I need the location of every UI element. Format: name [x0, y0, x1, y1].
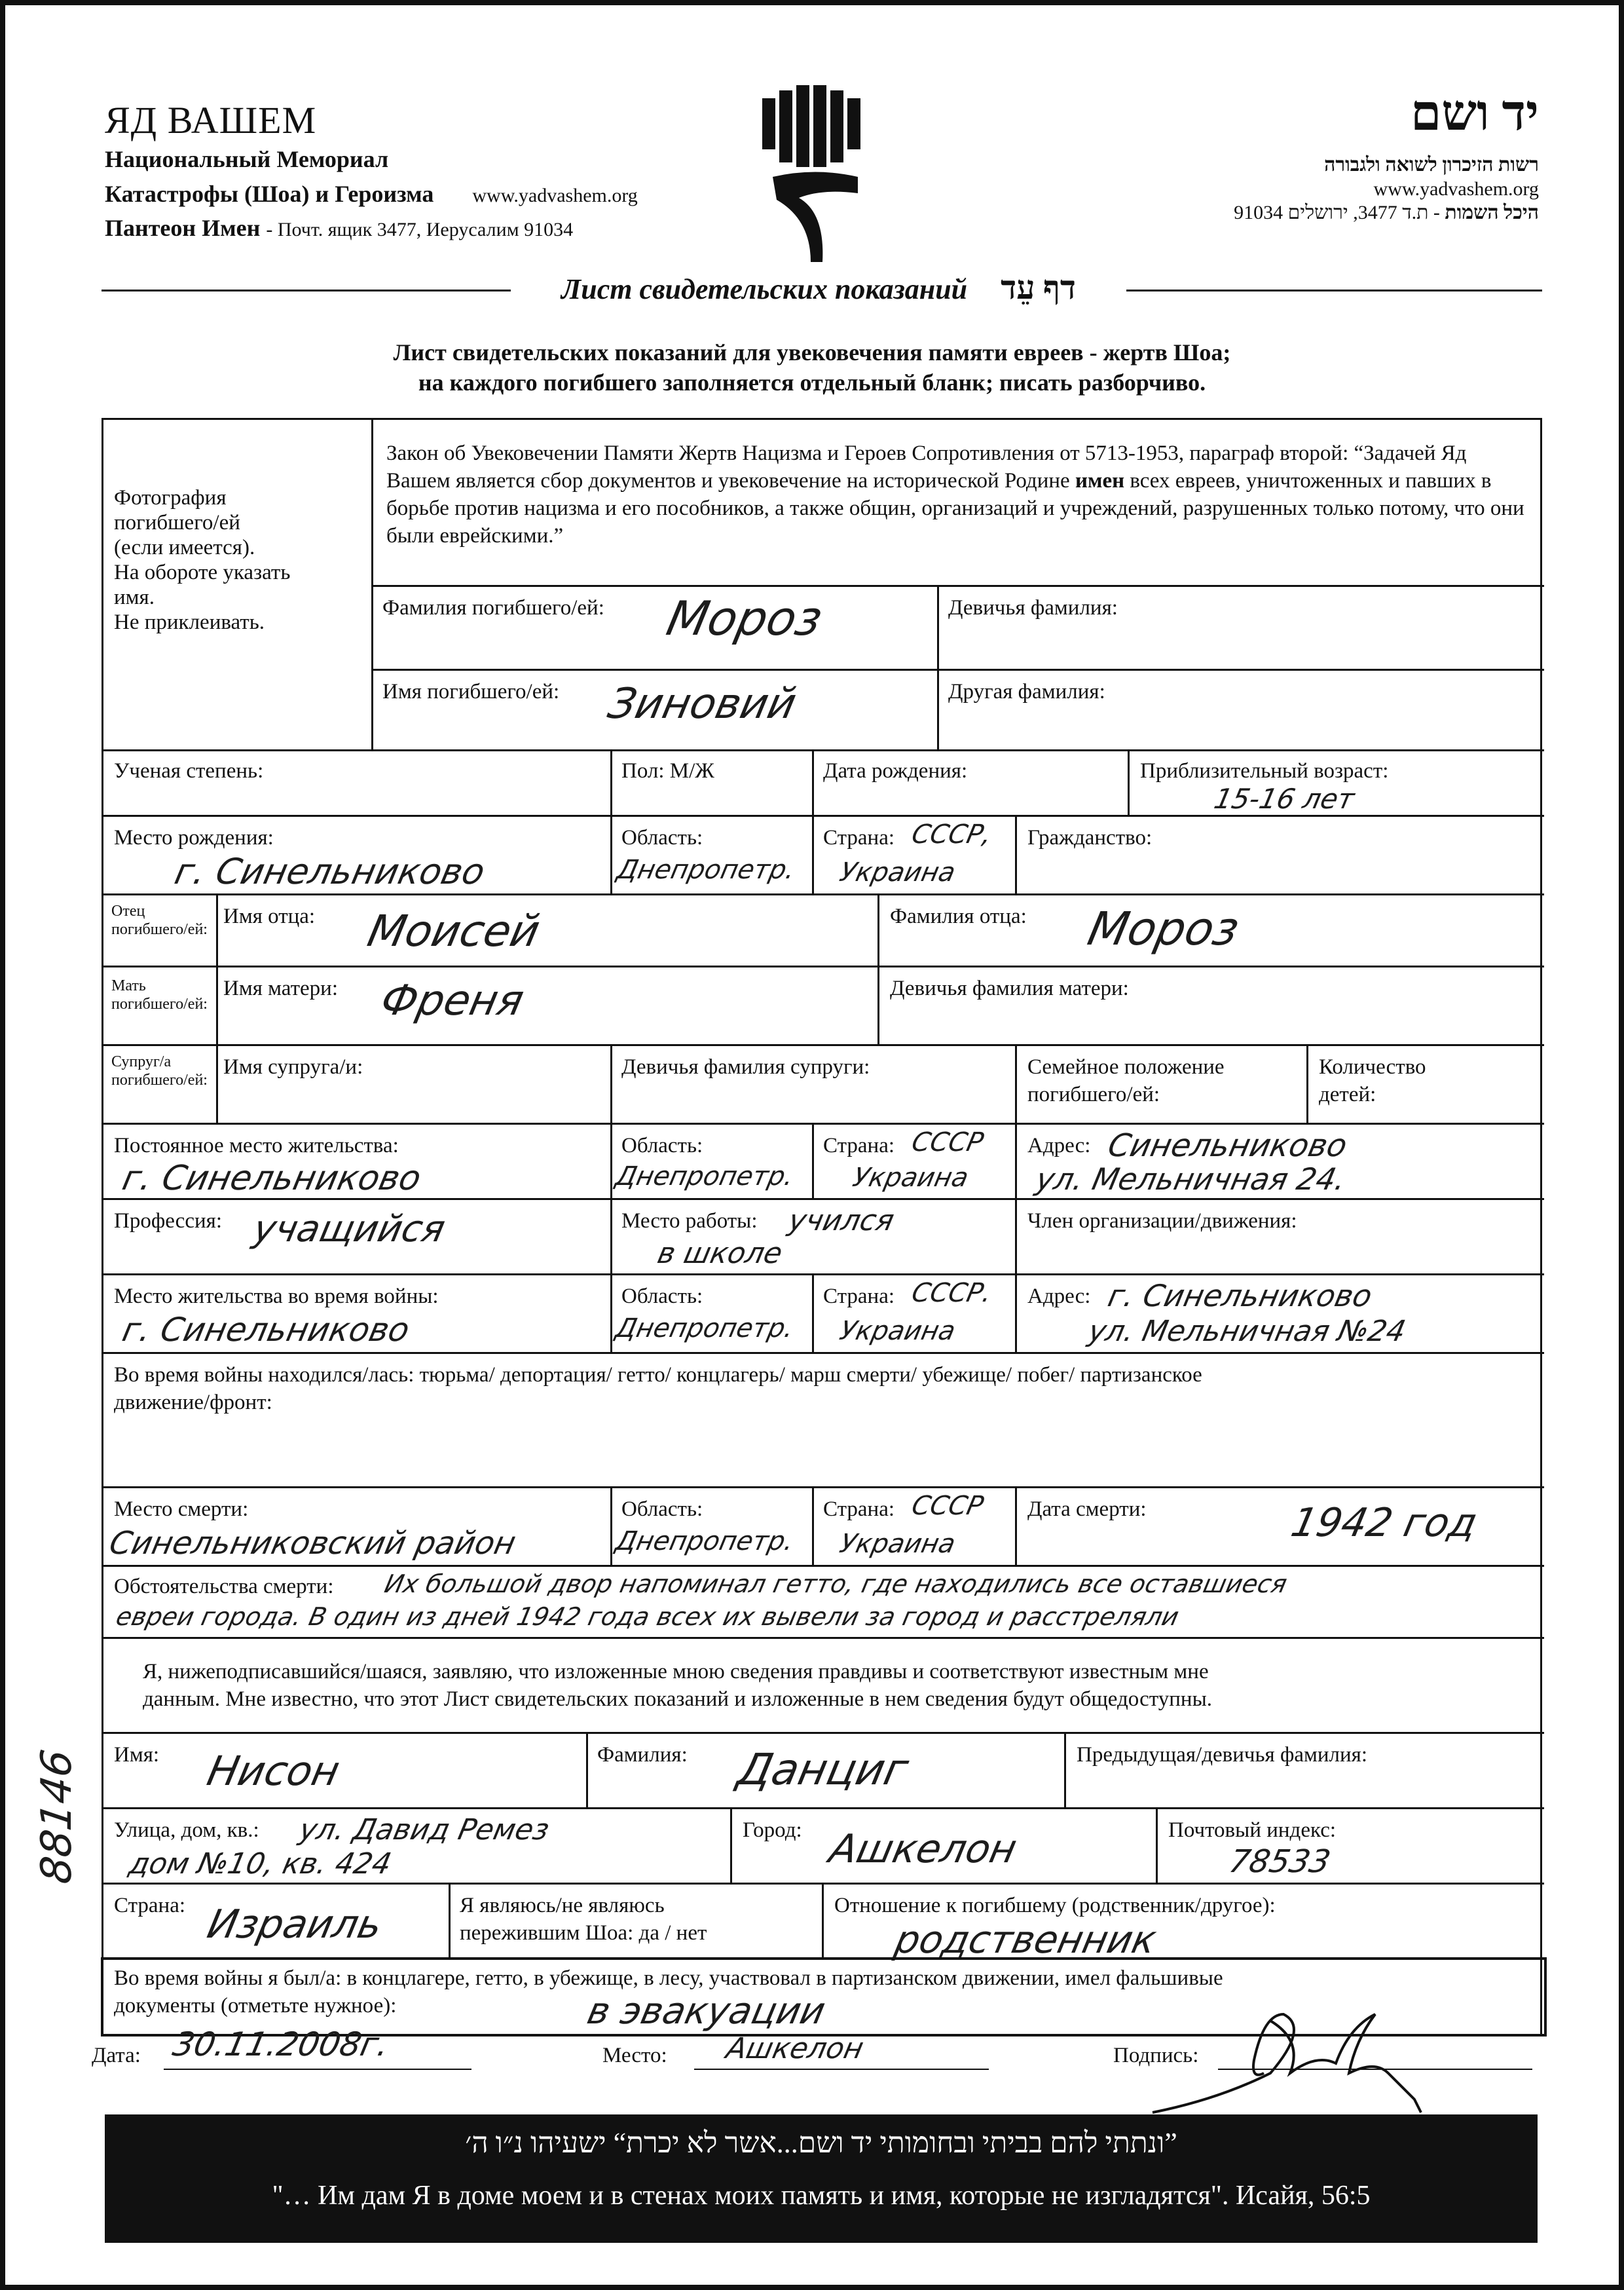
workplace-label: Место работы: — [621, 1209, 758, 1233]
spouse-name-field[interactable] — [218, 1046, 612, 1125]
other-surname-label: Другая фамилия: — [948, 680, 1105, 704]
birth-place-field[interactable] — [103, 817, 612, 895]
survivor-label-1: Я являюсь/не являюсь — [460, 1894, 665, 1917]
during-war-field[interactable] — [103, 1354, 1544, 1488]
street-field[interactable] — [103, 1809, 732, 1885]
circumstances-value-2: евреи города. В один из дней 1942 года всех их вывели за город и расстреляли — [113, 1602, 1182, 1631]
testimony-form — [101, 418, 1542, 2036]
residence-country-label: Страна: — [823, 1134, 895, 1157]
submitter-prev-surname-field[interactable] — [1066, 1734, 1544, 1809]
degree-field[interactable] — [103, 751, 612, 817]
city-label: Город: — [743, 1818, 802, 1842]
law-text-a: Закон об Увековечении Памяти Жертв Нацизма и Героев Сопротивления от 5713-1953, параграф второй: “Задачей Яд Вашем является сбор документов и увековечение на исторической Родине — [386, 441, 1467, 493]
death-country-value-1: СССР — [909, 1491, 986, 1521]
death-place-label: Место смерти: — [114, 1497, 249, 1521]
approx-age-field[interactable] — [1130, 751, 1544, 817]
surname-value: Мороз — [662, 591, 828, 646]
place-value: Ашкелон — [723, 2032, 867, 2065]
organization-field[interactable] — [1017, 1200, 1544, 1275]
war-country-field[interactable] — [814, 1275, 1017, 1354]
submitter-prev-surname-label: Предыдущая/девичья фамилия: — [1077, 1743, 1368, 1767]
submitter-surname-value: Данциг — [733, 1744, 913, 1795]
death-date-field[interactable] — [1017, 1488, 1544, 1567]
mother-side-label-box — [103, 967, 218, 1046]
death-country-label: Страна: — [823, 1497, 895, 1521]
father-name-field[interactable] — [218, 895, 879, 967]
war-residence-label: Место жительства во время войны: — [114, 1285, 439, 1308]
header-ru-line3 — [105, 214, 573, 242]
workplace-value-2: в школе — [654, 1237, 786, 1270]
citizenship-label: Гражданство: — [1027, 826, 1153, 850]
circumstances-label: Обстоятельства смерти: — [114, 1575, 334, 1598]
death-region-field[interactable] — [612, 1488, 814, 1567]
header-he-url[interactable]: www.yadvashem.org — [1373, 178, 1539, 200]
residence-country-field[interactable] — [814, 1125, 1017, 1200]
residence-address-value-2: ул. Мельничная 24. — [1033, 1161, 1349, 1197]
signature-icon — [1139, 2001, 1480, 2119]
footer-ru-quote: "… Им дам Я в доме моем и в стенах моих память и имя, которые не изгладятся". Исайя, 56:5 — [272, 2181, 1371, 2211]
zip-field[interactable] — [1158, 1809, 1544, 1885]
death-country-field[interactable] — [814, 1488, 1017, 1567]
residence-country-value-1: СССР — [909, 1127, 986, 1157]
zip-value: 78533 — [1226, 1843, 1334, 1880]
header-he-line3-rest: - ת.ד 3477, ירושלים 91034 — [1234, 202, 1445, 223]
submitter-name-label: Имя: — [114, 1743, 160, 1767]
declaration-line1: Я, нижеподписавшийся/шаяся, заявляю, что изложенные мною сведения правдивы и соответствуют известным мне — [143, 1660, 1209, 1683]
marital-status-field[interactable] — [1017, 1046, 1308, 1125]
photo-label — [114, 485, 290, 635]
survivor-field[interactable] — [451, 1885, 824, 1960]
death-region-label: Область: — [621, 1497, 703, 1521]
date-line — [164, 2069, 471, 2070]
war-address-value-1: г. Синельниково — [1105, 1278, 1376, 1313]
footer-he-quote: ”ונתתי להם בביתי ובחומותי יד ושם...אשר לא יכרת“ ישעיהו נ״ו ה׳ — [465, 2127, 1177, 2159]
organization-label: Член организации/движения: — [1027, 1209, 1297, 1233]
father-name-label: Имя отца: — [223, 905, 316, 928]
war-residence-value: г. Синельниково — [119, 1311, 413, 1349]
residence-address-value-1: Синельниково — [1105, 1127, 1351, 1164]
profession-label: Профессия: — [114, 1209, 222, 1233]
street-value-2: дом №10, кв. 424 — [126, 1847, 395, 1881]
children-label-1: Количество — [1319, 1055, 1426, 1079]
yad-vashem-logo-icon — [760, 85, 871, 262]
birth-country-value-1: СССР, — [909, 819, 995, 850]
relation-label: Отношение к погибшему (родственник/другое): — [834, 1894, 1276, 1917]
father-surname-field[interactable] — [879, 895, 1544, 967]
war-country-value-2: Украина — [837, 1316, 958, 1346]
war-address-value-2: ул. Мельничная №24 — [1085, 1315, 1409, 1348]
war-region-value: Днепропетр. — [613, 1313, 797, 1343]
header-ru-title: ЯД ВАШЕМ — [105, 99, 317, 141]
circumstances-field[interactable] — [103, 1567, 1544, 1639]
war-country-label: Страна: — [823, 1285, 895, 1308]
header-ru-address: - Почт. ящик 3477, Иерусалим 91034 — [266, 219, 574, 240]
approx-age-value: 15-16 лет — [1211, 783, 1357, 815]
father-surname-value: Мороз — [1083, 902, 1244, 956]
city-value: Ашкелон — [825, 1826, 1021, 1872]
city-field[interactable] — [732, 1809, 1158, 1885]
mother-maiden-field[interactable] — [879, 967, 1544, 1046]
place-line — [694, 2069, 989, 2070]
header-he-line3 — [1234, 202, 1539, 224]
residence-field[interactable] — [103, 1125, 612, 1200]
residence-region-value: Днепропетр. — [613, 1161, 797, 1192]
sheet-title-he: דף עֵד — [1001, 269, 1076, 306]
birth-country-label: Страна: — [823, 826, 895, 850]
birth-region-value: Днепропетр. — [614, 855, 798, 885]
header-ru-line2-text: Катастрофы (Шоа) и Героизма — [105, 181, 434, 207]
first-name-field[interactable] — [373, 671, 939, 751]
surname-label: Фамилия погибшего/ей: — [382, 596, 604, 620]
first-name-label: Имя погибшего/ей: — [382, 680, 560, 704]
date-label: Дата: — [92, 2044, 141, 2067]
submitter-name-field[interactable] — [103, 1734, 588, 1809]
intro-line1: Лист свидетельских показаний для увековечения памяти евреев - жертв Шоа; — [393, 339, 1231, 366]
mother-name-label: Имя матери: — [223, 977, 338, 1000]
header-he-title: יד ושם — [1410, 86, 1539, 141]
spouse-side-label: Супруг/а погибшего/ей: — [111, 1053, 208, 1089]
death-region-value: Днепропетр. — [613, 1526, 797, 1556]
father-name-value: Моисей — [363, 906, 545, 956]
declaration-box — [103, 1639, 1544, 1734]
submitter-surname-label: Фамилия: — [597, 1743, 688, 1767]
death-country-value-2: Украина — [837, 1529, 958, 1559]
profession-value: учащийся — [249, 1208, 449, 1250]
war-region-field[interactable] — [612, 1275, 814, 1354]
street-value-1: ул. Давид Ремез — [296, 1813, 553, 1847]
war-address-field[interactable] — [1017, 1275, 1544, 1354]
photo-label-line: На обороте указать — [114, 561, 291, 584]
spouse-side-label-box — [103, 1046, 218, 1125]
photo-label-line: (если имеется). — [114, 536, 255, 559]
war-residence-field[interactable] — [103, 1275, 612, 1354]
photo-box[interactable] — [103, 420, 373, 751]
marital-label-2: погибшего/ей: — [1027, 1083, 1160, 1106]
law-text-b: всех евреев, уничтоженных и павших в борьбе против нацизма и его пособников, а также общин, организаций и учреждений, разрушенных только потому, что они были еврейскими.” — [386, 469, 1524, 548]
citizenship-field[interactable] — [1017, 817, 1544, 895]
submitter-surname-field[interactable] — [588, 1734, 1066, 1809]
maiden-name-label: Девичья фамилия: — [948, 596, 1118, 620]
residence-region-field[interactable] — [612, 1125, 814, 1200]
street-label: Улица, дом, кв.: — [114, 1818, 259, 1842]
birth-region-field[interactable] — [612, 817, 814, 895]
maiden-name-field[interactable] — [939, 587, 1544, 671]
residence-label: Постоянное место жительства: — [114, 1134, 399, 1157]
photo-label-line: Фотография — [114, 486, 227, 510]
father-side-label-box — [103, 895, 218, 967]
workplace-field[interactable] — [612, 1200, 1017, 1275]
submitter-country-label: Страна: — [114, 1894, 186, 1917]
submitter-country-value: Израиль — [203, 1902, 386, 1947]
residence-value: г. Синельниково — [119, 1159, 425, 1198]
law-text-bold: имен — [1075, 469, 1125, 493]
submitter-name-value: Нисон — [203, 1747, 344, 1795]
during-war-label-2: движение/фронт: — [114, 1391, 272, 1414]
marital-label-1: Семейное положение — [1027, 1055, 1225, 1079]
circumstances-value-1: Их большой двор напоминал гетто, где находились все оставшиеся — [382, 1569, 1290, 1598]
sex-label: Пол: М/Ж — [621, 759, 714, 783]
spouse-maiden-field[interactable] — [612, 1046, 1017, 1125]
residence-address-label: Адрес: — [1027, 1134, 1091, 1157]
residence-address-field[interactable] — [1017, 1125, 1544, 1200]
declaration-line2: данным. Мне известно, что этот Лист свидетельских показаний и изложенные в нем сведения будут общедоступны. — [143, 1687, 1213, 1711]
footer-banner — [105, 2114, 1538, 2243]
war-region-label: Область: — [621, 1285, 703, 1308]
death-date-value: 1942 год — [1287, 1500, 1481, 1546]
header-he-line1: רשות הזיכרון לשואה ולגבורה — [1324, 154, 1539, 176]
war-country-value-1: СССР. — [909, 1278, 995, 1308]
zip-label: Почтовый индекс: — [1168, 1818, 1337, 1842]
during-war-label-1: Во время войны находился/лась: тюрьма/ депортация/ гетто/ концлагерь/ марш смерти/ убежище/ побег/ партизанское — [114, 1363, 1202, 1387]
mother-side-label: Мать погибшего/ей: — [111, 977, 208, 1013]
spouse-maiden-label: Девичья фамилия супруги: — [621, 1055, 870, 1079]
surname-field[interactable] — [373, 587, 939, 671]
header-ru-url[interactable]: www.yadvashem.org — [472, 185, 638, 206]
war-address-label: Адрес: — [1027, 1285, 1091, 1308]
birth-place-label: Место рождения: — [114, 826, 274, 850]
intro-line2: на каждого погибшего заполняется отдельный бланк; писать разборчиво. — [418, 369, 1206, 396]
children-field[interactable] — [1308, 1046, 1544, 1125]
law-text — [386, 440, 1526, 550]
mother-name-field[interactable] — [218, 967, 879, 1046]
degree-label: Ученая степень: — [114, 759, 264, 783]
birth-country-value-2: Украина — [837, 857, 958, 888]
birth-date-label: Дата рождения: — [823, 759, 968, 783]
death-place-value: Синельниковский район — [106, 1525, 519, 1562]
workplace-value-1: учился — [785, 1204, 897, 1237]
residence-country-value-2: Украина — [850, 1163, 971, 1193]
header-he-line3-bold: היכל השמות — [1445, 202, 1539, 223]
first-name-value: Зиновий — [604, 680, 801, 728]
war-self-label-2: документы (отметьте нужное): — [114, 1994, 397, 2018]
sheet-title-ru: Лист свидетельских показаний — [561, 273, 968, 305]
date-value: 30.11.2008г. — [169, 2025, 393, 2063]
photo-label-line: имя. — [114, 586, 155, 609]
photo-label-line: погибшего/ей — [114, 511, 240, 535]
relation-field[interactable] — [824, 1885, 1544, 1960]
birth-date-field[interactable] — [814, 751, 1130, 817]
war-self-value: в эвакуации — [583, 1990, 829, 2033]
mother-name-value: Френя — [377, 977, 528, 1025]
mother-maiden-label: Девичья фамилия матери: — [890, 977, 1129, 1000]
survivor-label-2: пережившим Шоа: да / нет — [460, 1921, 707, 1945]
father-side-label: Отец погибшего/ей: — [111, 903, 208, 938]
photo-label-line: Не приклеивать. — [114, 610, 265, 634]
death-date-label: Дата смерти: — [1027, 1497, 1147, 1521]
submitter-country-field[interactable] — [103, 1885, 451, 1960]
birth-country-field[interactable] — [814, 817, 1017, 895]
header-ru-line2 — [105, 180, 638, 208]
sheet-title — [511, 269, 1126, 307]
signature-label: Подпись: — [1113, 2044, 1199, 2067]
residence-region-label: Область: — [621, 1134, 703, 1157]
side-number: 88146 — [33, 1746, 81, 1887]
children-label-2: детей: — [1319, 1083, 1376, 1106]
father-surname-label: Фамилия отца: — [890, 905, 1027, 928]
header-ru-line3-bold: Пантеон Имен — [105, 215, 261, 241]
place-label: Место: — [602, 2044, 667, 2067]
birth-place-value: г. Синельниково — [171, 851, 489, 892]
birth-region-label: Область: — [621, 826, 703, 850]
relation-value: родственник — [891, 1917, 1160, 1962]
profession-field[interactable] — [103, 1200, 612, 1275]
intro — [196, 337, 1428, 398]
death-place-field[interactable] — [103, 1488, 612, 1567]
spouse-name-label: Имя супруга/и: — [223, 1055, 363, 1079]
sex-field[interactable] — [612, 751, 814, 817]
war-self-label-1: Во время войны я был/а: в концлагере, гетто, в убежище, в лесу, участвовал в партизанском движении, имел фальшивые — [114, 1966, 1223, 1990]
header-ru-line1: Национальный Мемориал — [105, 146, 389, 172]
other-surname-field[interactable] — [939, 671, 1544, 751]
approx-age-label: Приблизительный возраст: — [1140, 759, 1389, 783]
